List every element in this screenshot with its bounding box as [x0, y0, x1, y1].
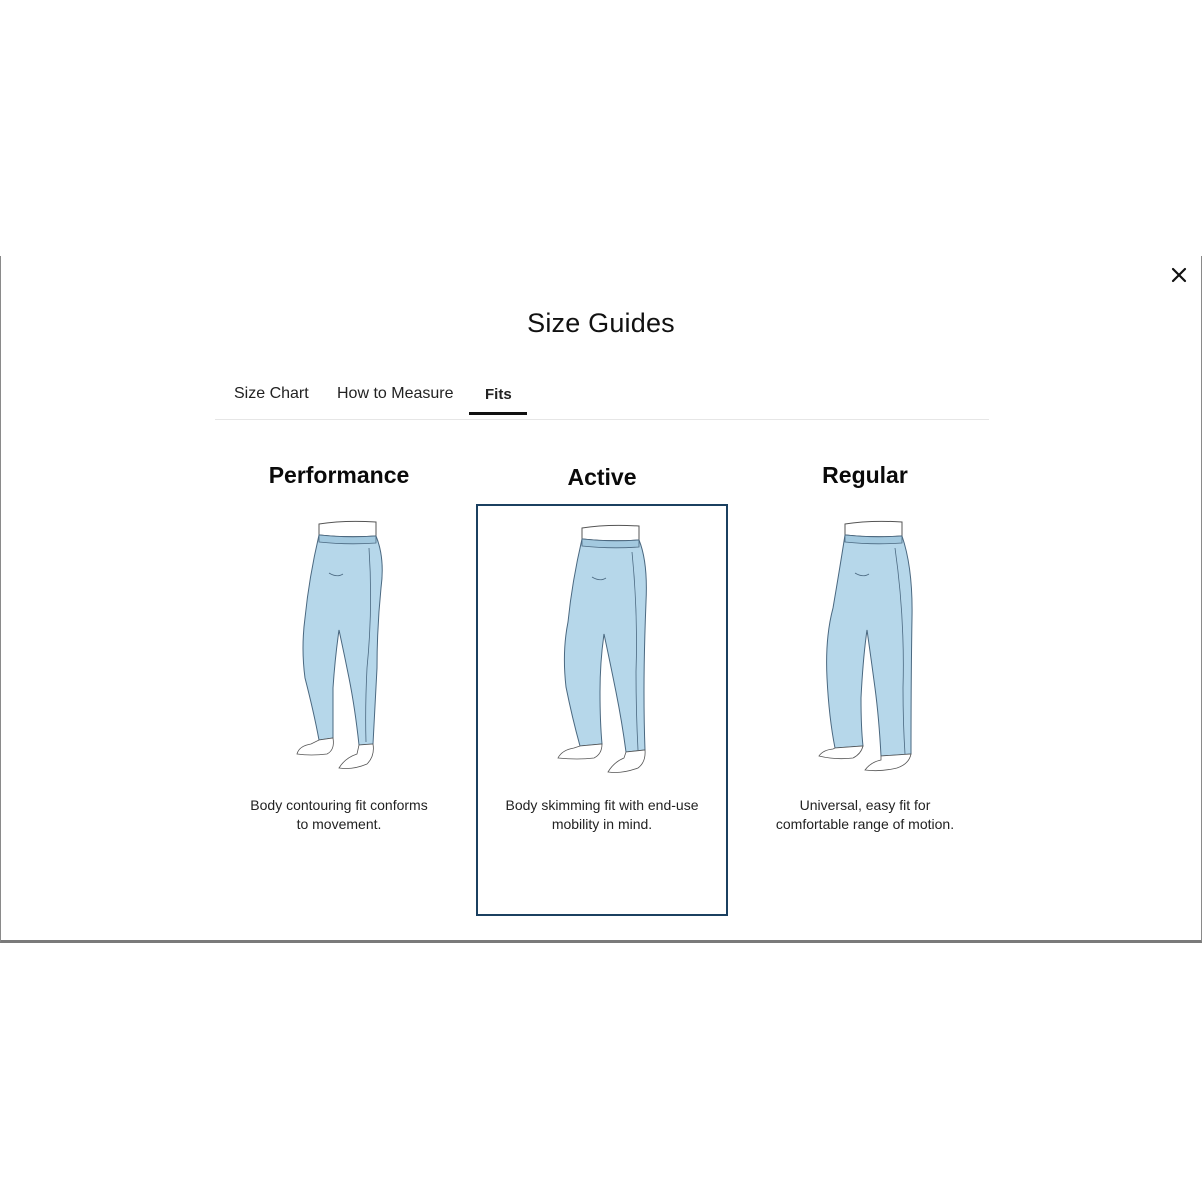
fit-description: Body contouring fit conforms to movement.: [250, 797, 428, 832]
fit-card-regular[interactable]: [739, 448, 991, 860]
fit-description: Universal, easy fit for comfortable range of motion.: [775, 797, 955, 832]
straight-leg-pants-illustration: [552, 522, 652, 778]
fit-card-performance[interactable]: [213, 448, 465, 860]
size-guides-modal: [0, 256, 1202, 943]
size-guide-tabs: [215, 373, 989, 420]
modal-title: Size Guides: [527, 308, 675, 338]
close-button[interactable]: [1168, 264, 1190, 286]
fit-description: Body skimming fit with end-use mobility in mind.: [505, 797, 699, 832]
tab-fits[interactable]: Fits: [485, 386, 512, 403]
fit-name: Regular: [822, 462, 908, 488]
fit-name: Active: [567, 464, 637, 490]
relaxed-pants-illustration: [815, 518, 915, 774]
tab-how-to-measure[interactable]: How to Measure: [337, 385, 454, 402]
tab-size-chart[interactable]: Size Chart: [234, 385, 309, 402]
fit-name: Performance: [268, 462, 410, 488]
fit-card-active[interactable]: [476, 464, 728, 916]
leggings-illustration: [289, 518, 389, 774]
active-tab-indicator: [469, 412, 527, 415]
close-icon: [1168, 264, 1190, 286]
